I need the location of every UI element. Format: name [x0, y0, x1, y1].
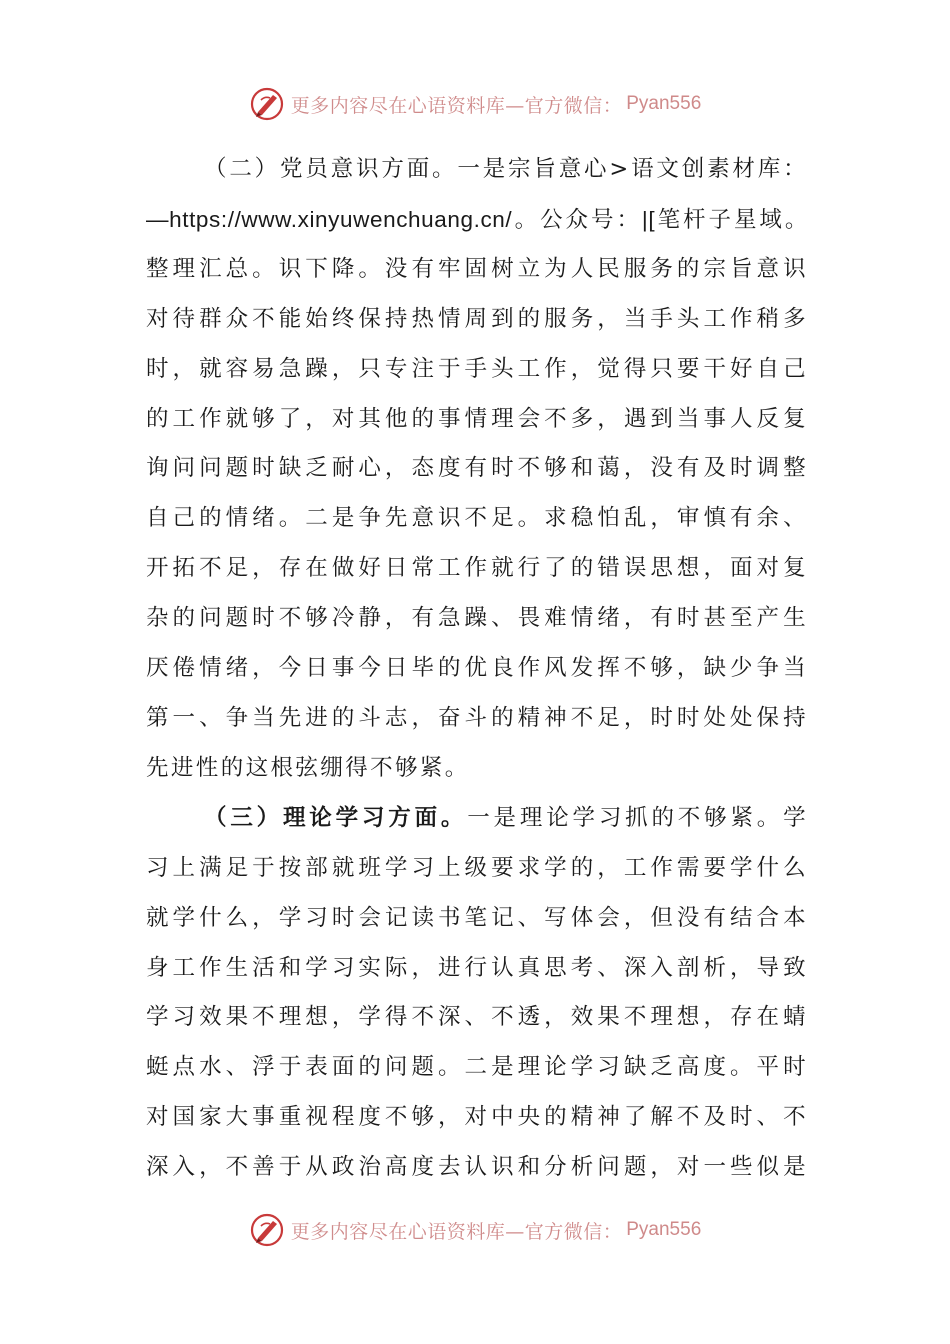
heading-line-rest: 一是理论学习抓的不够紧。学	[467, 804, 808, 831]
section-heading: （三）理论学习方面。	[204, 804, 468, 831]
text-line: 询问问题时缺乏耐心，态度有时不够和蔼，没有及时调整	[146, 455, 808, 482]
text-line: （二）党员意识方面。一是宗旨意心>语文创素材库：	[204, 156, 808, 182]
watermark-wechat-id: Pyan556	[626, 93, 702, 114]
text-line: 时，就容易急躁，只专注于手头工作，觉得只要干好自己	[146, 355, 808, 382]
text-line: 先进性的这根弦绷得不够紧。	[146, 754, 470, 781]
watermark-text: 更多内容尽在心语资料库—官方微信：	[290, 94, 623, 117]
section-theory-study	[146, 794, 808, 1193]
text-line: 就学什么，学习时会记读书笔记、写体会，但没有结合本	[146, 904, 808, 931]
text-line: 对待群众不能始终保持热情周到的服务，当手头工作稍多	[146, 305, 808, 332]
text-line-heading	[146, 794, 808, 844]
text-line: 第一、争当先进的斗志，奋斗的精神不足，时时处处保持	[146, 704, 808, 731]
text-line: 习上满足于按部就班学习上级要求学的，工作需要学什么	[146, 854, 808, 881]
text-line: 杂的问题时不够冷静，有急躁、畏难情绪，有时甚至产生	[146, 605, 808, 632]
text-line: 开拓不足，存在做好日常工作就行了的错误思想，面对复	[146, 555, 808, 582]
text-line: 深入，不善于从政治高度去认识和分析问题，对一些似是	[146, 1154, 808, 1181]
text-line: 厌倦情绪，今日事今日毕的优良作风发挥不够，缺少争当	[146, 655, 808, 682]
watermark-banner-top	[0, 84, 950, 124]
text-line: 对国家大事重视程度不够，对中央的精神了解不及时、不	[146, 1104, 808, 1131]
text-line-url: —https://www.xinyuwenchuang.cn/。公众号：|[笔杆子星域。	[146, 206, 808, 232]
text-line: 蜓点水、浮于表面的问题。二是理论学习缺乏高度。平时	[146, 1054, 808, 1081]
text-line: 学习效果不理想，学得不深、不透，效果不理想，存在蜻	[146, 1004, 808, 1031]
watermark-banner-bottom	[0, 1210, 950, 1250]
text-line: 自己的情绪。二是争先意识不足。求稳怕乱，审慎有余、	[146, 505, 808, 532]
pen-logo-icon	[249, 1212, 285, 1248]
document-body	[146, 145, 808, 1193]
text-line: 整理汇总。识下降。没有牢固树立为人民服务的宗旨意识	[146, 255, 808, 282]
watermark-wechat-id: Pyan556	[626, 1219, 702, 1240]
text-line: 的工作就够了，对其他的事情理会不多，遇到当事人反复	[146, 405, 808, 432]
pen-logo-icon	[249, 86, 285, 122]
watermark-text: 更多内容尽在心语资料库—官方微信：	[290, 1220, 623, 1243]
section-party-awareness	[146, 145, 808, 794]
text-line: 身工作生活和学习实际，进行认真思考、深入剖析，导致	[146, 954, 808, 981]
